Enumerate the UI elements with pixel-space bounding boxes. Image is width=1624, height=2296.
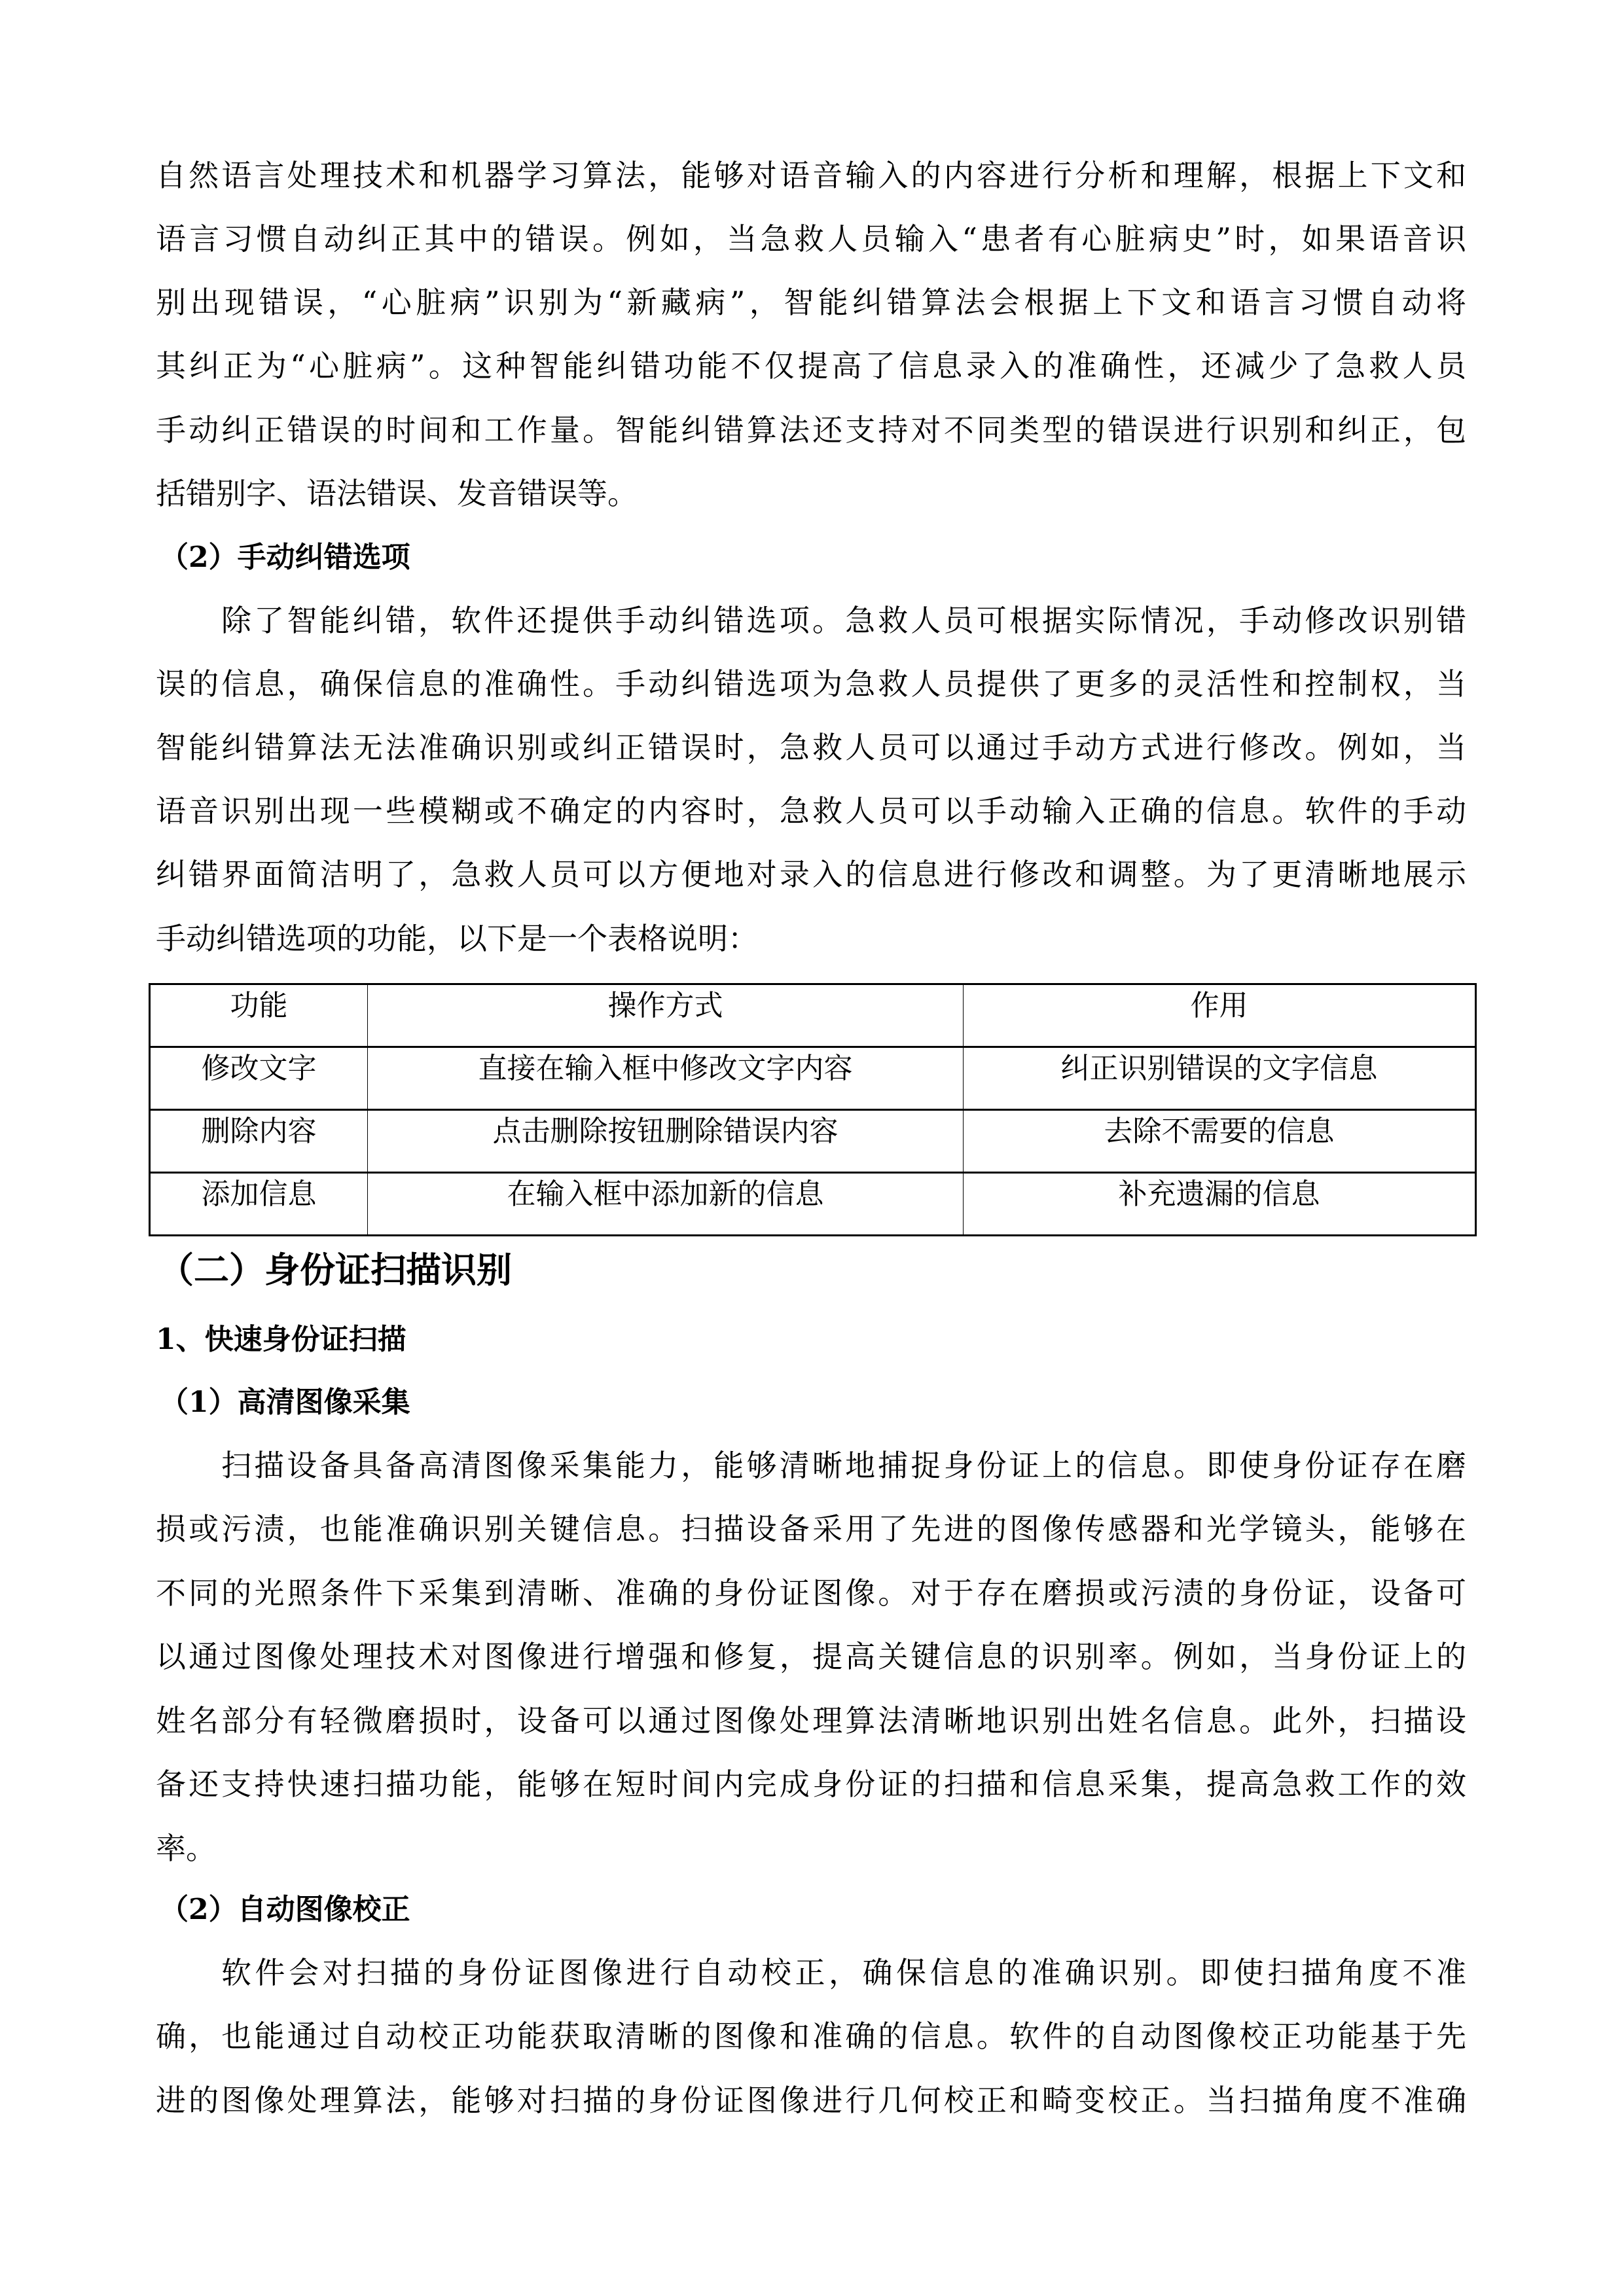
text-line: 别出现错误，“心脏病”识别为“新藏病”，智能纠错算法会根据上下文和语言习惯自动将 [156,285,1466,320]
text-line: 括错别字、语法错误、发音错误等。 [156,476,638,511]
table-cell: 在输入框中添加新的信息 [368,1173,964,1236]
table-header-cell: 操作方式 [368,984,964,1047]
text-line: 语言习惯自动纠正其中的错误。例如，当急救人员输入“患者有心脏病史”时，如果语音识 [156,221,1466,257]
table-cell: 直接在输入框中修改文字内容 [368,1047,964,1110]
text-line: 纠错界面简洁明了，急救人员可以方便地对录入的信息进行修改和调整。为了更清晰地展示 [156,857,1466,892]
table-header-cell: 作用 [964,984,1476,1047]
text-line: 自然语言处理技术和机器学习算法，能够对语音输入的内容进行分析和理解，根据上下文和 [156,158,1466,193]
manual-correction-table [149,983,1477,1236]
table-cell: 点击删除按钮删除错误内容 [368,1110,964,1173]
section-heading-id-scan: （二）身份证扫描识别 [158,1249,512,1291]
heading-hd-capture: （1）高清图像采集 [160,1386,410,1419]
text-line: 手动纠正错误的时间和工作量。智能纠错算法还支持对不同类型的错误进行识别和纠正，包 [156,412,1466,448]
text-line: 损或污渍，也能准确识别关键信息。扫描设备采用了先进的图像传感器和光学镜头，能够在 [156,1511,1466,1547]
table-row [150,1110,1476,1173]
text-line: 智能纠错算法无法准确识别或纠正错误时，急救人员可以通过手动方式进行修改。例如，当 [156,730,1466,765]
table-cell: 删除内容 [150,1110,368,1173]
table-cell: 补充遗漏的信息 [964,1173,1476,1236]
text-line: 以通过图像处理技术对图像进行增强和修复，提高关键信息的识别率。例如，当身份证上的 [156,1639,1466,1674]
text-line: 软件会对扫描的身份证图像进行自动校正，确保信息的准确识别。即使扫描角度不准 [221,1955,1466,1990]
text-line: 不同的光照条件下采集到清晰、准确的身份证图像。对于存在磨损或污渍的身份证，设备可 [156,1575,1466,1611]
text-line: 进的图像处理算法，能够对扫描的身份证图像进行几何校正和畸变校正。当扫描角度不准确 [156,2083,1466,2118]
table-cell: 纠正识别错误的文字信息 [964,1047,1476,1110]
text-line: 备还支持快速扫描功能，能够在短时间内完成身份证的扫描和信息采集，提高急救工作的效 [156,1767,1466,1802]
text-line: 除了智能纠错，软件还提供手动纠错选项。急救人员可根据实际情况，手动修改识别错 [221,603,1466,638]
text-line: 其纠正为“心脏病”。这种智能纠错功能不仅提高了信息录入的准确性，还减少了急救人员 [156,348,1466,384]
table-header-row [150,984,1476,1047]
table-cell: 添加信息 [150,1173,368,1236]
text-line: 扫描设备具备高清图像采集能力，能够清晰地捕捉身份证上的信息。即使身份证存在磨 [221,1448,1466,1483]
text-line: 姓名部分有轻微磨损时，设备可以通过图像处理算法清晰地识别出姓名信息。此外，扫描设 [156,1703,1466,1738]
text-line: 语音识别出现一些模糊或不确定的内容时，急救人员可以手动输入正确的信息。软件的手动 [156,793,1466,829]
table-cell: 去除不需要的信息 [964,1110,1476,1173]
table-cell: 修改文字 [150,1047,368,1110]
heading-manual-correction: （2）手动纠错选项 [160,541,410,574]
heading-auto-correction: （2）自动图像校正 [160,1893,410,1926]
text-line: 误的信息，确保信息的准确性。手动纠错选项为急救人员提供了更多的灵活性和控制权，当 [156,666,1466,702]
subsection-heading-fast-scan: 1、快速身份证扫描 [156,1323,406,1356]
text-line: 手动纠错选项的功能，以下是一个表格说明： [156,921,758,956]
text-line: 率。 [156,1831,216,1866]
table-header-cell: 功能 [150,984,368,1047]
text-line: 确，也能通过自动校正功能获取清晰的图像和准确的信息。软件的自动图像校正功能基于先 [156,2018,1466,2054]
table-row [150,1047,1476,1110]
table-row [150,1173,1476,1236]
